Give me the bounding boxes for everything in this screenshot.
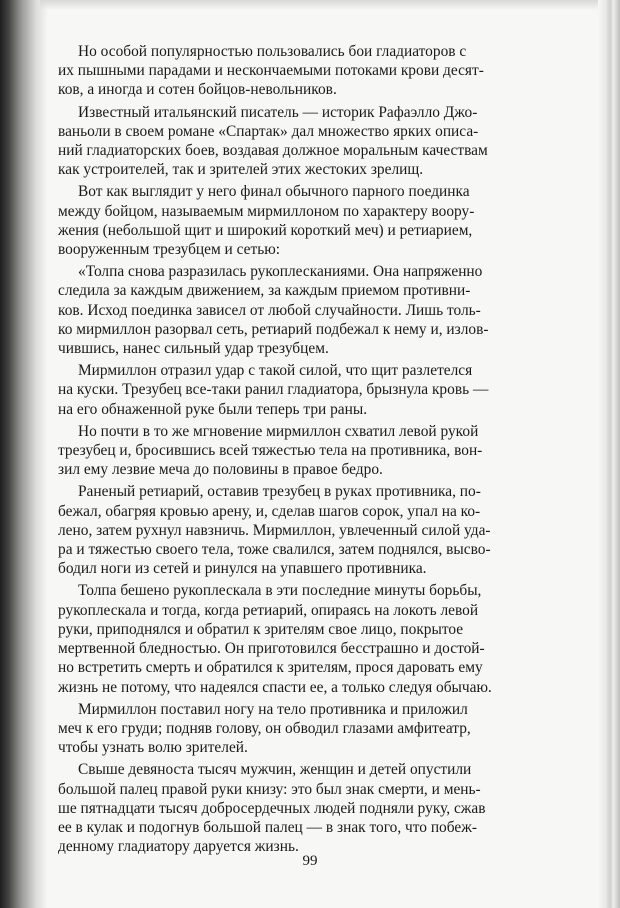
text-line: чтобы узнать волю зрителей. (58, 739, 248, 757)
paragraph (58, 361, 550, 419)
paragraph (58, 103, 550, 180)
paragraph (58, 42, 550, 100)
text-line: чившись, нанес сильный удар трезубцем. (58, 340, 329, 358)
text-line: мертвенной бледностью. Он приготовился бесстрашно и достой- (58, 640, 485, 658)
text-line: меч к его груди; подняв голову, он обводил глазами амфитеатр, (58, 719, 471, 737)
text-line: лено, затем рухнул навзничь. Мирмиллон, увлеченный силой уда- (58, 521, 491, 539)
binding-shadow (0, 0, 48, 908)
text-line: ков. Исход поединка зависел от любой случайности. Лишь толь- (58, 301, 481, 319)
paragraph (58, 262, 550, 358)
text-line: ее в кулак и подогнув большой палец — в знак того, что побеж- (58, 818, 477, 836)
text-line: большой палец правой руки книзу: это был знак смерти, и мень- (58, 780, 481, 798)
text-line: ков, а иногда и сотен бойцов-невольников. (58, 81, 337, 99)
paragraph (58, 760, 550, 856)
text-line: бодил ноги из сетей и ринулся на упавшего противника. (58, 560, 427, 578)
text-line: между бойцом, называемым мирмиллоном по характеру воору- (58, 202, 475, 220)
text-line: Толпа бешено рукоплескала в эти последние минуты борьбы, (78, 582, 482, 600)
text-line: Вот как выглядит у него финал обычного парного поединка (78, 183, 470, 201)
body-text (58, 42, 550, 859)
text-line: их пышными парадами и нескончаемыми потоками крови десят- (58, 62, 484, 80)
text-line: Свыше девяноста тысяч мужчин, женщин и детей опустили (78, 761, 472, 779)
text-line: Раненый ретиарий, оставив трезубец в руках противника, по- (78, 483, 481, 501)
text-line: руки, приподнялся и обратил к зрителям свое лицо, покрытое (58, 620, 464, 638)
page-edge (598, 0, 620, 908)
text-line: на куски. Трезубец все-таки ранил гладиатора, брызнула кровь — (58, 381, 489, 399)
text-line: жения (небольшой щит и широкий короткий меч) и ретиарием, (58, 221, 473, 239)
paragraph (58, 581, 550, 696)
text-line: трезубец и, бросившись всей тяжестью тела на противника, вон- (58, 442, 483, 460)
text-line: ний гладиаторских боев, воздавая должное моральным качествам (58, 142, 488, 160)
text-line: жизнь не потому, что надеялся спасти ее, а только следуя обычаю. (58, 678, 492, 696)
text-line: Известный итальянский писатель — историк Рафаэлло Джо- (78, 103, 478, 121)
top-shade (40, 0, 600, 10)
text-line: бежал, обагряя кровью арену, и, сделав шагов сорок, упал на ко- (58, 502, 481, 520)
text-line: ваньоли в своем романе «Спартак» дал множество ярких описа- (58, 122, 479, 140)
text-line: зил ему лезвие меча до половины в правое бедро. (58, 461, 383, 479)
text-line: ше пятнадцати тысяч добросердечных людей подняли руку, сжав (58, 799, 486, 817)
text-line: следила за каждым движением, за каждым приемом противни- (58, 282, 471, 300)
paragraph (58, 482, 550, 578)
text-line: Мирмиллон отразил удар с такой силой, что щит разлетелся (78, 362, 473, 380)
text-line: вооруженным трезубцем и сетью: (58, 241, 281, 259)
text-line: денному гладиатору даруется жизнь. (58, 838, 299, 856)
paragraph (58, 182, 550, 259)
text-line: но встретить смерть и обратился к зрителям, прося даровать ему (58, 659, 483, 677)
text-line: рукоплескала и тогда, когда ретиарий, опираясь на локоть левой (58, 601, 479, 619)
page-number: 99 (302, 853, 318, 869)
text-line: «Толпа снова разразилась рукоплесканиями. Она напряженно (78, 263, 483, 281)
text-line: ко мирмиллон разорвал сеть, ретиарий подбежал к нему и, излов- (58, 320, 489, 338)
text-line: ра и тяжестью своего тела, тоже свалился, затем поднялся, высво- (58, 541, 491, 559)
text-line: Мирмиллон поставил ногу на тело противника и приложил (78, 700, 468, 718)
paragraph (58, 422, 550, 480)
paragraph (58, 700, 550, 758)
text-line: Но почти в то же мгновение мирмиллон схватил левой рукой (78, 422, 479, 440)
text-line: как устроителей, так и зрителей этих жестоких зрелищ. (58, 161, 424, 179)
text-line: на его обнаженной руке были теперь три раны. (58, 400, 368, 418)
text-line: Но особой популярностью пользовались бои гладиаторов с (78, 43, 467, 60)
